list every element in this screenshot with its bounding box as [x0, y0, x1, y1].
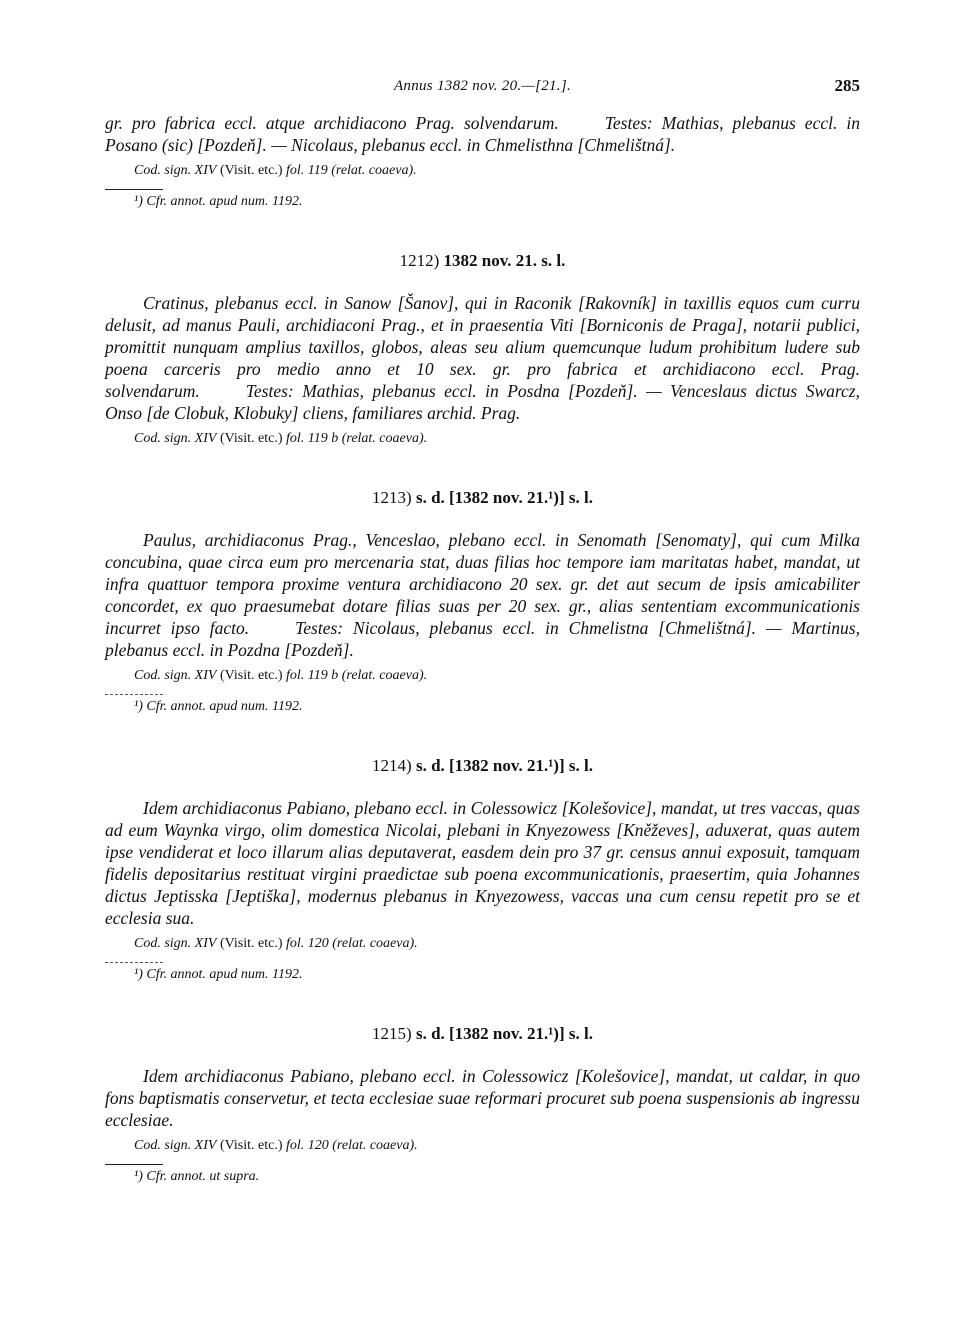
- entry-text: [105, 797, 860, 929]
- running-head: [105, 78, 860, 104]
- entry-date: s. d. [1382 nov. 21.¹)] s. l.: [415, 756, 593, 775]
- entry-heading: [105, 1024, 860, 1044]
- footnote: ¹) Cfr. annot. apud num. 1192.: [134, 967, 303, 982]
- source-codex: Cod. sign. XIV: [134, 431, 217, 446]
- source-codex: Cod. sign. XIV: [134, 668, 217, 683]
- entry-number: 1215): [372, 1024, 412, 1043]
- entry-text-main: gr. pro fabrica eccl. atque archidiacono Prag. solvendarum.: [105, 113, 559, 133]
- entry-number: 1213): [372, 488, 412, 507]
- source-series: (Visit. etc.): [219, 431, 283, 446]
- entry-1213: [105, 488, 860, 716]
- source-codex: Cod. sign. XIV: [134, 1138, 217, 1153]
- footnote-rule: [105, 189, 163, 190]
- footnote-rule: [105, 694, 163, 695]
- source-folio: fol. 119 b (relat. coaeva).: [285, 431, 428, 446]
- footnote: ¹) Cfr. annot. apud num. 1192.: [134, 699, 303, 714]
- entry-heading: [105, 251, 860, 271]
- entry-text: [105, 1065, 860, 1131]
- source-series: (Visit. etc.): [219, 163, 283, 178]
- source-citation: [134, 1137, 860, 1155]
- entry-heading: [105, 488, 860, 508]
- entry-1212: [105, 251, 860, 448]
- entry-date: 1382 nov. 21. s. l.: [443, 251, 566, 270]
- entry-witnesses: Testes: Mathias, plebanus eccl. in Posdna [Pozdeň]. — Venceslaus dictus Swarcz, Onso [de Clobuk, Klobuky] cliens, familiares archid. Prag.: [105, 381, 860, 423]
- source-citation: [134, 667, 860, 685]
- footnote: ¹) Cfr. annot. ut supra.: [134, 1169, 260, 1184]
- source-citation: [134, 935, 860, 953]
- footnote-rule: [105, 962, 163, 963]
- source-codex: Cod. sign. XIV: [134, 163, 217, 178]
- entry-date: s. d. [1382 nov. 21.¹)] s. l.: [415, 488, 593, 507]
- entry-1214: [105, 756, 860, 984]
- entry-text-main: Idem archidiaconus Pabiano, plebano eccl. in Colessowicz [Kolešovice], mandat, ut tres vaccas, quas ad eum Waynka virgo, olim domestica Nicolai, plebani in Knyezowess [Kněževes], aduxerat, quas autem ipse vendiderat et loco illarum alias deputaverat, easdem dein pro 37 gr. census annui exposuit, tamquam fidelis depositarius restituat virgini praedictae sub poena excommunicationis, praesertim, quia Johannes dictus Jeptisska [Jeptiška], modernus plebanus in Knyezowess, vaccas una cum censu repetit pro se et ecclesia sua.: [105, 798, 860, 928]
- source-codex: Cod. sign. XIV: [134, 936, 217, 951]
- footnote: ¹) Cfr. annot. apud num. 1192.: [134, 194, 303, 209]
- entry-number: 1212): [399, 251, 440, 270]
- entry-heading: [105, 756, 860, 776]
- entry-text-main: Paulus, archidiaconus Prag., Venceslao, plebano eccl. in Senomath [Senomaty], qui cum Milka concubina, quae circa eum pro mercenaria stat, duas filias hoc tempore iam maritatas habet, mandat, ut infra quattuor tempora proxime ventura archidiacono 20 sex. gr. det aut secum de ipsis amicabiliter concordet, ex quo praesumebat dotare filias suas per 20 sex. gr., alias sententiam excommunicationis incurret ipso facto.: [105, 530, 860, 638]
- entry-text-main: Cratinus, plebanus eccl. in Sanow [Šanov], qui in Raconik [Rakovník] in taxillis equos cum curru delusit, ad manus Pauli, archidiaconi Prag., et in praesentia Viti [Borniconis de Praga], notarii publici, promittit nunquam amplius taxillos, globos, aleas seu alium quemcunque ludum prohibitum ludere sub poena carceris pro medio anno et 10 sex. gr. pro fabrica et archidiacono eccl. Prag. solvendarum.: [105, 293, 860, 401]
- entry-text: [105, 292, 860, 424]
- source-folio: fol. 119 (relat. coaeva).: [285, 163, 417, 178]
- source-series: (Visit. etc.): [219, 1138, 283, 1153]
- footnote-rule: [105, 1164, 163, 1165]
- entry-witnesses: Testes: Mathias, plebanus eccl. in Posano (sic) [Pozdeň]. — Nicolaus, plebanus eccl. in Chmelisthna [Chmelištná].: [105, 113, 860, 155]
- source-series: (Visit. etc.): [219, 668, 283, 683]
- source-citation: [134, 162, 860, 180]
- source-citation: [134, 430, 860, 448]
- entry-witnesses: Testes: Nicolaus, plebanus eccl. in Chmelistna [Chmelištná]. — Martinus, plebanus eccl. in Pozdna [Pozdeň].: [105, 618, 860, 660]
- source-folio: fol. 120 (relat. coaeva).: [285, 936, 418, 951]
- entry-text: [105, 529, 860, 661]
- entry-number: 1214): [372, 756, 412, 775]
- source-folio: fol. 120 (relat. coaeva).: [285, 1138, 418, 1153]
- entry-date: s. d. [1382 nov. 21.¹)] s. l.: [415, 1024, 593, 1043]
- entry-text-main: Idem archidiaconus Pabiano, plebano eccl. in Colessowicz [Kolešovice], mandat, ut caldar, in quo fons baptismatis conservetur, et tecta ecclesiae suae reformari procuret sub poena suspensionis ab ingressu ecclesiae.: [105, 1066, 860, 1130]
- running-title: Annus 1382 nov. 20.—[21.].: [393, 78, 572, 94]
- page-number: 285: [834, 76, 860, 95]
- entry-continuation: [105, 112, 860, 211]
- document-page: [105, 78, 860, 1186]
- entry-1215: [105, 1024, 860, 1186]
- entry-text: [105, 112, 860, 156]
- source-folio: fol. 119 b (relat. coaeva).: [285, 668, 428, 683]
- source-series: (Visit. etc.): [219, 936, 283, 951]
